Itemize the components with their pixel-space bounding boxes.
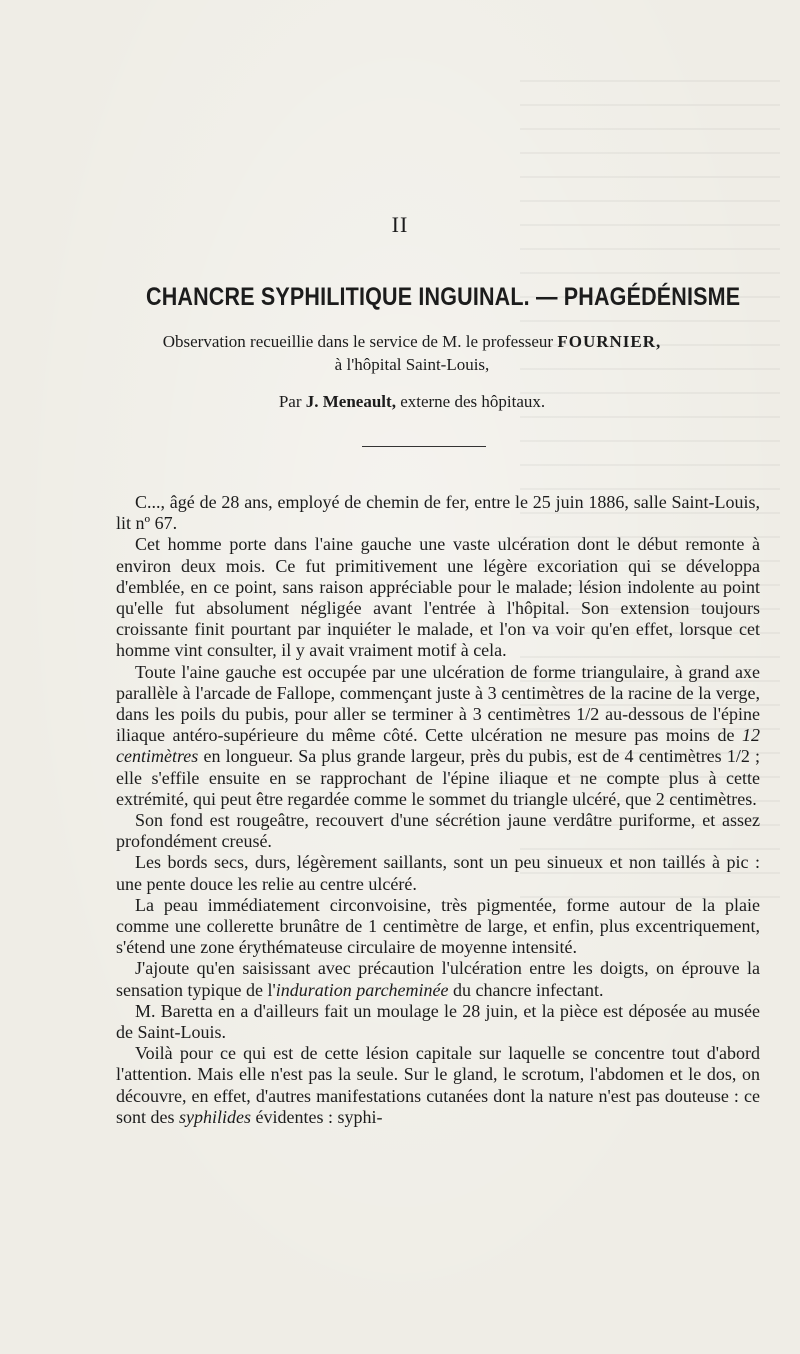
paragraph-text: Toute l'aine gauche est occupée par une ulcération de forme triangulaire, à grand axe parallèle à l'arcade de Fallope, commençant juste à 3 centimètres de la racine de la verge, dans les poils du pubis, pour aller se terminer à 3 centimètres 1/2 au-dessous de l'épine iliaque antéro-supérieure du même côté. Cette ulcération ne mesure pas moins de xyxy=(116,661,760,746)
professor-name: FOURNIER, xyxy=(557,332,662,351)
paragraph-text: J'ajoute qu'en saisissant avec précaution l'ulcération entre les doigts, on éprouve la sensation typique de l' xyxy=(116,958,760,1000)
paragraph-text: évidentes : syphi- xyxy=(251,1106,383,1127)
paragraph: Les bords secs, durs, légèrement saillants, sont un peu sinueux et non taillés à pic : une pente douce les relie au centre ulcéré. xyxy=(116,852,760,894)
paragraph xyxy=(116,662,760,810)
author-name: J. Meneault, xyxy=(305,392,396,411)
subtitle xyxy=(104,330,720,376)
paragraph: La peau immédiatement circonvoisine, très pigmentée, forme autour de la plaie comme une collerette brunâtre de 1 centimètre de large, et enfin, plus excentriquement, s'étend une zone érythémateuse circulaire de moyenne intensité. xyxy=(116,894,760,958)
emphasis-text: syphilides xyxy=(179,1106,251,1127)
paragraph: Cet homme porte dans l'aine gauche une vaste ulcération dont le début remonte à environ deux mois. Ce fut primitivement une légère excoriation qui se développa d'emblée, en ce point, sans raison appréciable pour le malade; lésion indolente au point qu'elle fut absolument négligée avant l'entrée à l'hôpital. Son extension toujours croissante finit pourtant par inquiéter le malade, et l'on va voir qu'en effet, lorsque cet homme vint consulter, il y avait vraiment motif à cela. xyxy=(116,534,760,661)
subtitle-hospital: à l'hôpital Saint-Louis, xyxy=(334,355,490,374)
paragraph: Son fond est rougeâtre, recouvert d'une sécrétion jaune verdâtre puriforme, et assez profondément creusé. xyxy=(116,810,760,852)
separator-rule xyxy=(362,446,486,447)
paragraph xyxy=(116,1043,760,1128)
emphasis-text: 12 centimètres xyxy=(116,725,760,767)
subtitle-prefix: Observation recueillie dans le service de M. le professeur xyxy=(162,332,554,351)
paragraph: C..., âgé de 28 ans, employé de chemin de fer, entre le 25 juin 1886, salle Saint-Louis, lit nº 67. xyxy=(116,492,760,534)
paragraph-text: Voilà pour ce qui est de cette lésion capitale sur laquelle se concentre tout d'abord l'attention. Mais elle n'est pas la seule. Sur le gland, le scrotum, l'abdomen et le dos, on découvre, en effet, d'autres manifestations cutanées dont la nature n'est pas douteuse : ce sont des xyxy=(116,1043,760,1127)
paragraph-text: du chancre infectant. xyxy=(448,979,604,1000)
paragraph-text: en longueur. Sa plus grande largeur, près du pubis, est de 4 centimètres 1/2 ; elle s'effile ensuite en se rapprochant de l'épine iliaque et ne compte plus à cette extrémité, qui peut être regardée comme le sommet du triangle ulcéré, que 2 centimètres. xyxy=(116,746,760,809)
emphasis-text: induration parcheminée xyxy=(275,979,449,1000)
byline-prefix: Par xyxy=(278,392,302,411)
chapter-number: II xyxy=(391,212,409,237)
chapter-title: CHANCRE SYPHILITIQUE INGUINAL. — PHAGÉDÉNISME xyxy=(146,283,741,311)
paragraph: M. Baretta en a d'ailleurs fait un moulage le 28 juin, et la pièce est déposée au musée de Saint-Louis. xyxy=(116,1000,760,1043)
byline-suffix: externe des hôpitaux. xyxy=(400,392,546,411)
paragraph xyxy=(116,958,760,1000)
body-text xyxy=(116,492,760,1128)
byline xyxy=(104,392,720,412)
